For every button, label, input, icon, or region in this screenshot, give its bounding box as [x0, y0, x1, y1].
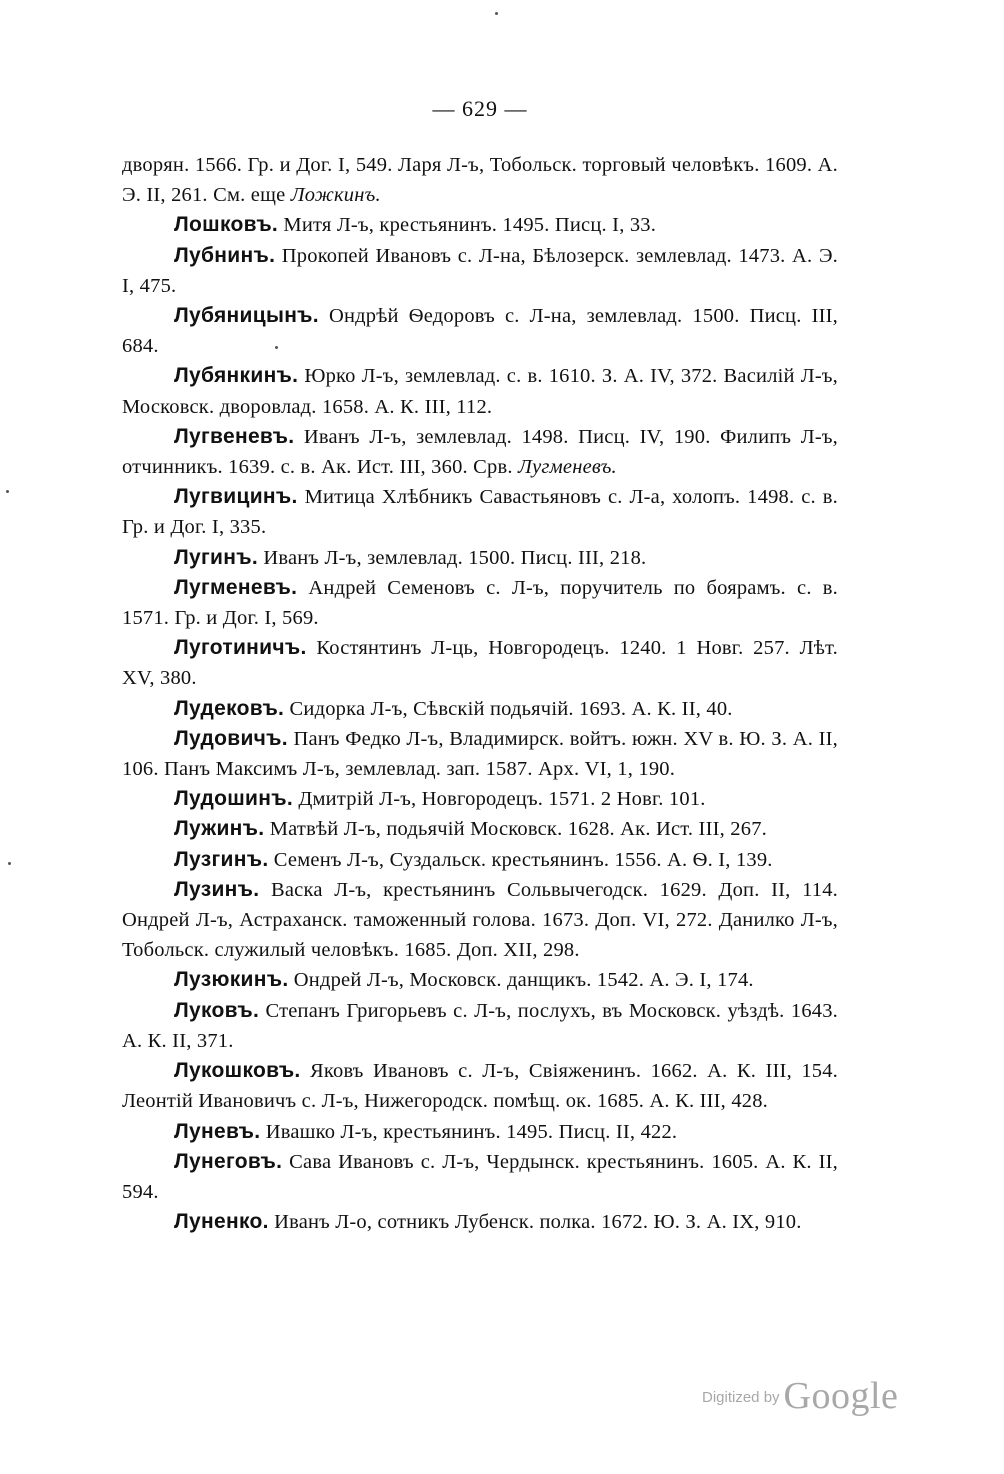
cross-reference: Ложкинъ.	[290, 184, 381, 207]
page-number: — 629 —	[432, 96, 528, 121]
entry-text: Ондрей Л-ъ, Московск. данщикъ. 1542. А. Э. I, 174.	[288, 969, 754, 992]
entry-text: Митица Хлѣбникъ Савастьяновъ с. Л-а, холопъ. 1498. с. в. Гр. и Дог. I, 335.	[122, 486, 838, 539]
continuation-paragraph	[122, 150, 838, 210]
entry	[122, 724, 838, 784]
entry-headword: Луковъ.	[174, 998, 260, 1022]
entry-headword: Лугвеневъ.	[174, 424, 295, 448]
entry-headword: Лужинъ.	[174, 817, 265, 841]
entry	[122, 996, 838, 1056]
dictionary-text	[122, 150, 838, 1237]
entry-text: Сава Ивановъ с. Л-ъ, Чердынск. крестьянинъ. 1605. А. К. II, 594.	[122, 1150, 838, 1203]
scan-speck	[275, 346, 278, 349]
entry-headword: Луненко.	[174, 1210, 269, 1234]
entry-headword: Лугвицинъ.	[174, 485, 298, 509]
entry-headword: Лошковъ.	[174, 213, 279, 237]
entry	[122, 361, 838, 421]
entry	[122, 875, 838, 966]
entry-text: Степанъ Григорьевъ с. Л-ъ, послухъ, въ Московск. уѣздѣ. 1643. А. К. II, 371.	[122, 999, 838, 1052]
entry	[122, 814, 838, 844]
continuation-text: дворян. 1566. Гр. и Дог. I, 549. Ларя Л-ъ, Тобольск. торговый человѣкъ. 1609. А. Э. II, 261. См. еще	[122, 154, 838, 207]
entry-headword: Лузюкинъ.	[174, 968, 289, 992]
entry-text: Ондрѣй Ѳедоровъ с. Л-на, землевлад. 1500. Писц. III, 684.	[122, 305, 838, 358]
entry-text: Митя Л-ъ, крестьянинъ. 1495. Писц. I, 33.	[278, 214, 657, 237]
entry-text: Андрей Семеновъ с. Л-ъ, поручитель по боярамъ. с. в. 1571. Гр. и Дог. I, 569.	[122, 576, 838, 630]
entry-list	[122, 210, 838, 1237]
entry	[122, 241, 838, 301]
entry-text: Дмитрій Л-ъ, Новгородецъ. 1571. 2 Новг. 101.	[293, 788, 706, 811]
scan-speck	[6, 490, 9, 493]
entry-headword: Лубянкинъ.	[174, 364, 299, 388]
entry	[122, 1117, 838, 1147]
scan-speck	[495, 12, 498, 15]
entry	[122, 633, 838, 693]
entry-headword: Лугменевъ.	[174, 575, 298, 599]
entry	[122, 694, 838, 724]
entry-text: Иванъ Л-о, сотникъ Лубенск. полка. 1672. Ю. З. А. IX, 910.	[268, 1211, 802, 1234]
entry-headword: Луготиничъ.	[174, 636, 307, 660]
entry-headword: Лубнинъ.	[174, 243, 276, 267]
entry	[122, 845, 838, 875]
entry-headword: Лудековъ.	[174, 696, 285, 720]
entry-headword: Лугинъ.	[174, 545, 258, 569]
entry-headword: Луневъ.	[174, 1119, 261, 1143]
entry-text: Сидорка Л-ъ, Сѣвскій подьячій. 1693. А. К. II, 40.	[284, 697, 733, 720]
entry-text: Костянтинъ Л-ць, Новгородецъ. 1240. 1 Новг. 257. Лѣт. XV, 380.	[122, 637, 838, 690]
entry-text: Васка Л-ъ, крестьянинъ Сольвычегодск. 1629. Доп. II, 114. Ондрей Л-ъ, Астраханск. таможенный голова. 1673. Доп. VI, 272. Данилко Л-ъ, Тобольск. служилый человѣкъ. 1685. Доп. XII, 298.	[122, 878, 838, 962]
entry-headword: Лузгинъ.	[174, 847, 269, 871]
entry-text: Яковъ Ивановъ с. Л-ъ, Свіяженинъ. 1662. А. К. III, 154. Леонтій Ивановичъ с. Л-ъ, Нижегородск. помѣщ. ок. 1685. А. К. III, 428.	[122, 1060, 838, 1113]
entry	[122, 543, 838, 573]
entry-text: Матвѣй Л-ъ, подьячій Московск. 1628. Ак. Ист. III, 267.	[264, 818, 767, 841]
entry	[122, 1056, 838, 1116]
entry	[122, 1147, 838, 1207]
entry-cross-reference: Лугменевъ.	[518, 456, 617, 479]
entry-text: Иванъ Л-ъ, землевлад. 1498. Писц. IV, 190. Филипъ Л-ъ, отчинникъ. 1639. с. в. Ак. Ист. III, 360. Срв.	[122, 425, 838, 479]
scan-speck	[8, 862, 11, 865]
google-logo: Google	[783, 1375, 899, 1417]
entry-headword: Лудовичъ.	[174, 726, 288, 750]
entry	[122, 965, 838, 995]
entry-text: Прокопей Ивановъ с. Л-на, Бѣлозерск. землевлад. 1473. А. Э. I, 475.	[122, 244, 838, 297]
entry	[122, 422, 838, 482]
entry-text: Юрко Л-ъ, землевлад. с. в. 1610. З. А. IV, 372. Василій Л-ъ, Московск. дворовлад. 1658. А. К. III, 112.	[122, 365, 838, 418]
entry	[122, 301, 838, 361]
entry	[122, 573, 838, 633]
entry-headword: Лудошинъ.	[174, 787, 293, 811]
digitized-watermark	[702, 1374, 922, 1418]
entry-headword: Лузинъ.	[174, 877, 260, 901]
entry	[122, 482, 838, 542]
entry-text: Ивашко Л-ъ, крестьянинъ. 1495. Писц. II, 422.	[260, 1120, 678, 1143]
watermark-prefix: Digitized by	[702, 1389, 780, 1406]
entry-text: Семенъ Л-ъ, Суздальск. крестьянинъ. 1556. А. Ѳ. I, 139.	[268, 848, 773, 871]
entry	[122, 210, 838, 240]
entry-headword: Лунеговъ.	[174, 1149, 283, 1173]
entry-headword: Лукошковъ.	[174, 1059, 301, 1083]
entry-text: Панъ Федко Л-ъ, Владимирск. войтъ. южн. XV в. Ю. З. А. II, 106. Панъ Максимъ Л-ъ, землевлад. зап. 1587. Арх. VI, 1, 190.	[122, 727, 838, 781]
entry	[122, 784, 838, 814]
entry	[122, 1207, 838, 1237]
entry-text: Иванъ Л-ъ, землевлад. 1500. Писц. III, 218.	[258, 546, 647, 569]
entry-headword: Лубяницынъ.	[174, 304, 319, 328]
